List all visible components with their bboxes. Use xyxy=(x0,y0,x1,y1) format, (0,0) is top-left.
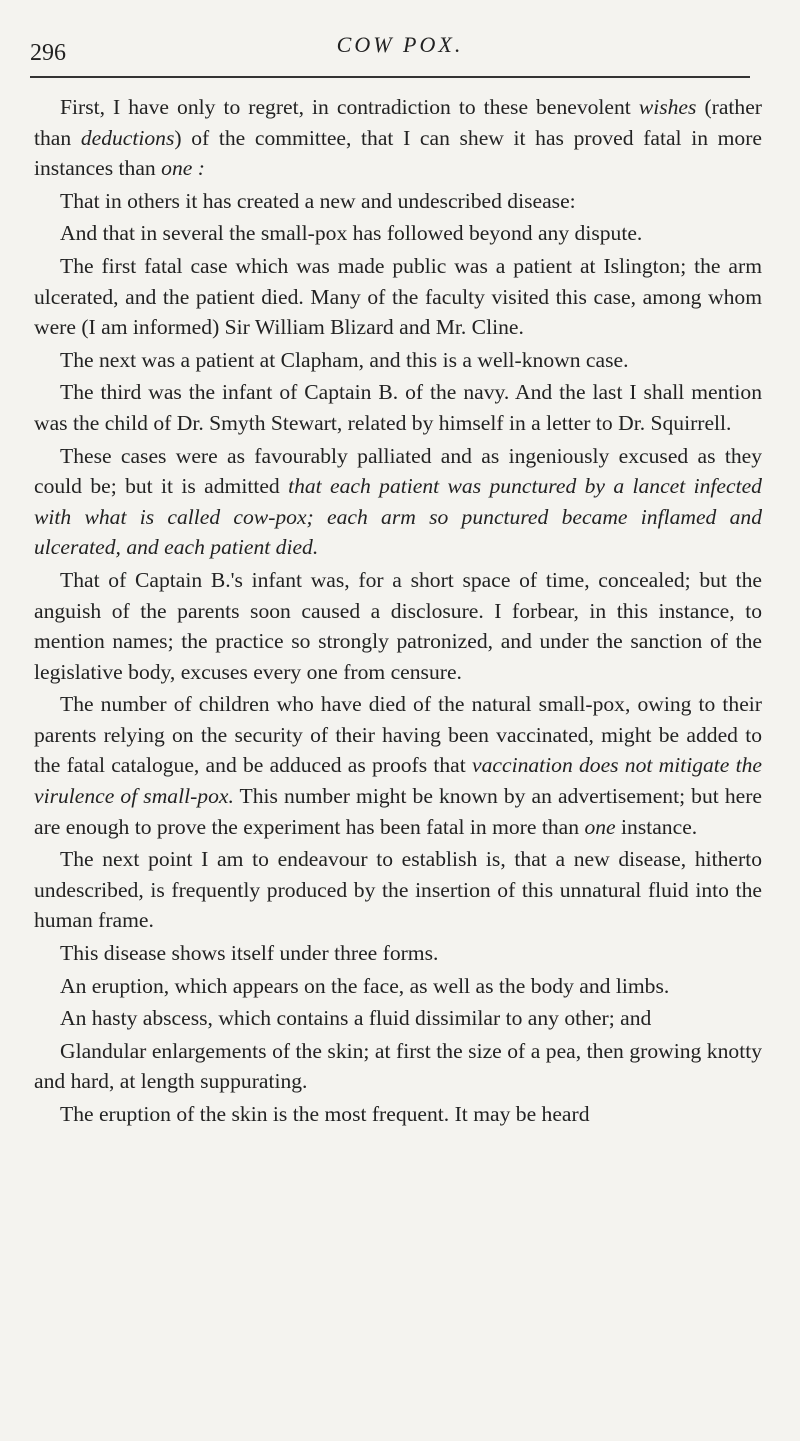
paragraph-4: The first fatal case which was made public was a patient at Islington; the arm ulcerated, and the patient died. Many of the faculty visited this case, among whom were (I am informed) Sir William Blizard and Mr. Cline. xyxy=(34,253,762,340)
body-text xyxy=(34,92,762,1130)
paragraph-3: And that in several the small-pox has followed beyond any dispute. xyxy=(60,221,643,246)
text-span: (rather than xyxy=(34,95,762,150)
text-span: This number might be known by an advertisement; but here are enough to prove the experiment has been fatal in more than xyxy=(34,784,762,839)
paragraph-13: An hasty abscess, which contains a fluid dissimilar to any other; and xyxy=(60,1006,652,1031)
paragraph-15: The eruption of the skin is the most frequent. It may be heard xyxy=(60,1102,590,1126)
text-span: instance. xyxy=(615,814,698,839)
text-span: First, I have only to regret, in contradiction to these benevolent xyxy=(60,95,639,119)
paragraph-5: The next was a patient at Clapham, and this is a well-known case. xyxy=(60,347,629,372)
paragraph-7 xyxy=(34,441,762,563)
paragraph-10: The next point I am to endeavour to establish is, that a new disease, hitherto undescribed, is frequently produced by the insertion of this unnatural fluid into the human frame. xyxy=(34,847,762,933)
paragraph-8: That of Captain B.'s infant was, for a short space of time, concealed; but the anguish of the parents soon caused a disclosure. I forbear, in this instance, to mention names; the practice so strongly patronized, and under the sanction of the legislative body, excuses every one from censure. xyxy=(34,567,762,684)
running-head: COW POX. xyxy=(336,32,464,57)
italic-span: that each patient was punctured by a lancet infected with what is called cow-pox; each arm so punctured became inflamed and ulcerated, and each patient died. xyxy=(34,474,762,560)
paragraph-14: Glandular enlargements of the skin; at first the size of a pea, then growing knotty and hard, at length suppurating. xyxy=(34,1038,762,1094)
italic-span: vaccination does not mitigate the virulence of small-pox. xyxy=(34,753,763,809)
paragraph-12: An eruption, which appears on the face, as well as the body and limbs. xyxy=(60,973,670,998)
header-rule xyxy=(30,76,750,78)
paragraph-6: The third was the infant of Captain B. of the navy. And the last I shall mention was the child of Dr. Smyth Stewart, related by himself in a letter to Dr. Squirrell. xyxy=(34,380,762,435)
italic-span: deductions xyxy=(80,125,175,150)
paragraph-2: That in others it has created a new and undescribed disease: xyxy=(60,188,576,213)
italic-span: wishes xyxy=(638,95,697,119)
text-span: ) of the committee, that I can shew it has proved fatal in more instances than xyxy=(34,125,763,181)
paragraph-11: This disease shows itself under three forms. xyxy=(60,941,439,966)
text-span: These cases were as favourably palliated and as ingeniously excused as they could be; but it is admitted xyxy=(34,443,762,499)
paragraph-1 xyxy=(34,92,762,184)
text-span: The number of children who have died of the natural small-pox, owing to their parents relying on the security of their having been vaccinated, might be added to the fatal catalogue, and be adduced as proofs that xyxy=(34,692,762,778)
italic-span: one : xyxy=(161,156,205,181)
italic-span: one xyxy=(584,814,616,839)
paragraph-9 xyxy=(34,689,762,842)
page-number: 296 xyxy=(30,40,66,66)
